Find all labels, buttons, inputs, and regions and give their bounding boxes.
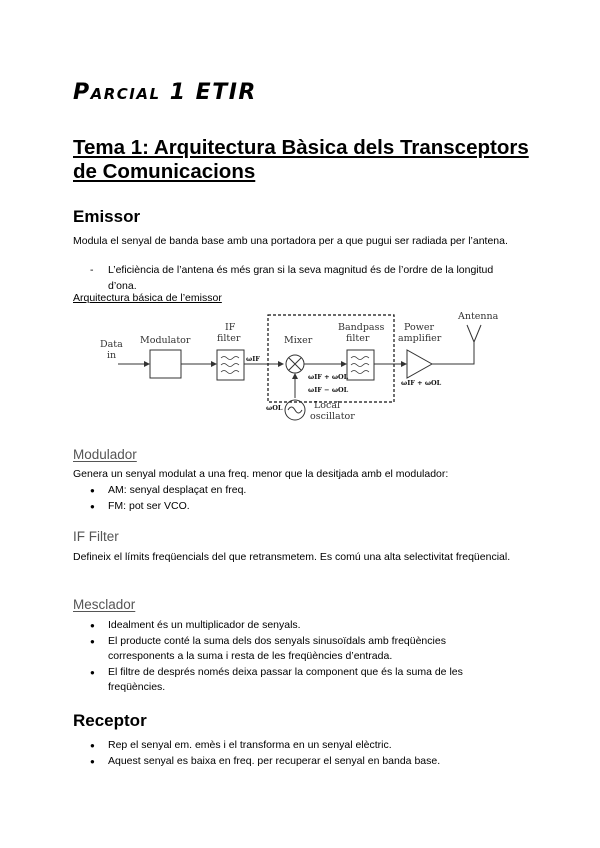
modulador-text: Genera un senyal modulat a una freq. menor que la desitjada amb el modulador: — [73, 468, 449, 480]
label-oscillator: oscillator — [310, 411, 355, 422]
list-item: - L’eficiència de l’antena és més gran si la seva magnitud és de l’ordre de la longitud d’ona. — [90, 263, 520, 294]
emissor-intro: Modula el senyal de banda base amb una portadora per a que pugui ser radiada per l’antena. — [73, 235, 508, 247]
emissor-heading: Emissor — [73, 207, 141, 226]
label-data: Data — [100, 339, 123, 350]
label-local: Local — [314, 400, 341, 411]
label-bandpass: Bandpass — [338, 322, 385, 333]
transmitter-diagram — [70, 306, 540, 430]
antenna-icon — [467, 325, 481, 342]
list-item: ● Rep el senyal em. emès i el transforma en un senyal elèctric. — [90, 738, 500, 754]
label-in: in — [107, 350, 117, 361]
label-if: IF — [225, 322, 236, 333]
label-w-if: ωIF — [246, 355, 260, 363]
label-w-ol: ωOL — [266, 404, 283, 412]
list-item: ● Aquest senyal es baixa en freq. per recuperar el senyal en banda base. — [90, 754, 500, 770]
label-amplifier: amplifier — [398, 333, 442, 344]
if-filter-text: Defineix el límits freqüencials del que retransmetem. Es comú una alta selectivitat freqüencial. — [73, 551, 511, 563]
mesclador-list — [90, 618, 500, 696]
diagram-link[interactable]: Arquitectura básica de l’emissor — [73, 292, 222, 304]
modulador-list — [90, 483, 500, 514]
label-modulator: Modulator — [140, 335, 191, 346]
list-item: ● FM: pot ser VCO. — [90, 499, 500, 515]
amplifier-triangle-icon — [407, 350, 432, 378]
label-power: Power — [404, 322, 435, 333]
receptor-heading: Receptor — [73, 711, 147, 730]
if-filter-wave-icon — [221, 357, 239, 374]
modulador-heading: Modulador — [73, 447, 137, 462]
list-item: ● El filtre de després només deixa passar la component que és la suma de les freqüències. — [90, 665, 500, 696]
label-w-out: ωIF + ωOL — [401, 379, 442, 387]
label-bp-filter: filter — [346, 333, 370, 344]
list-item: ● El producte conté la suma dels dos senyals sinusoïdals amb freqüències corresponents a la suma i resta de les freqüències d’entrada. — [90, 634, 500, 665]
list-item: ● Idealment és un multiplicador de senyals. — [90, 618, 500, 634]
emissor-points — [90, 263, 520, 294]
label-w-diff: ωIF − ωOL — [308, 386, 349, 394]
list-item: ● AM: senyal desplaçat en freq. — [90, 483, 500, 499]
mesclador-heading: Mesclador — [73, 597, 136, 612]
label-if-filter: filter — [217, 333, 241, 344]
wire-pa-antenna — [432, 342, 474, 364]
receptor-list — [90, 738, 500, 769]
sine-wave-icon — [288, 407, 302, 413]
if-filter-heading: IF Filter — [73, 529, 119, 544]
label-antenna: Antenna — [458, 311, 499, 322]
mixer-cross-icon — [289, 358, 301, 370]
topic-title: Tema 1: Arquitectura Bàsica dels Transceptors de Comunicacions — [73, 136, 529, 183]
bandpass-wave-icon — [351, 357, 369, 374]
modulator-block — [150, 350, 181, 378]
document-title: Parcial 1 ETIR — [73, 80, 257, 105]
label-mixer: Mixer — [284, 335, 313, 346]
label-w-sum: ωIF + ωOL — [308, 373, 349, 381]
